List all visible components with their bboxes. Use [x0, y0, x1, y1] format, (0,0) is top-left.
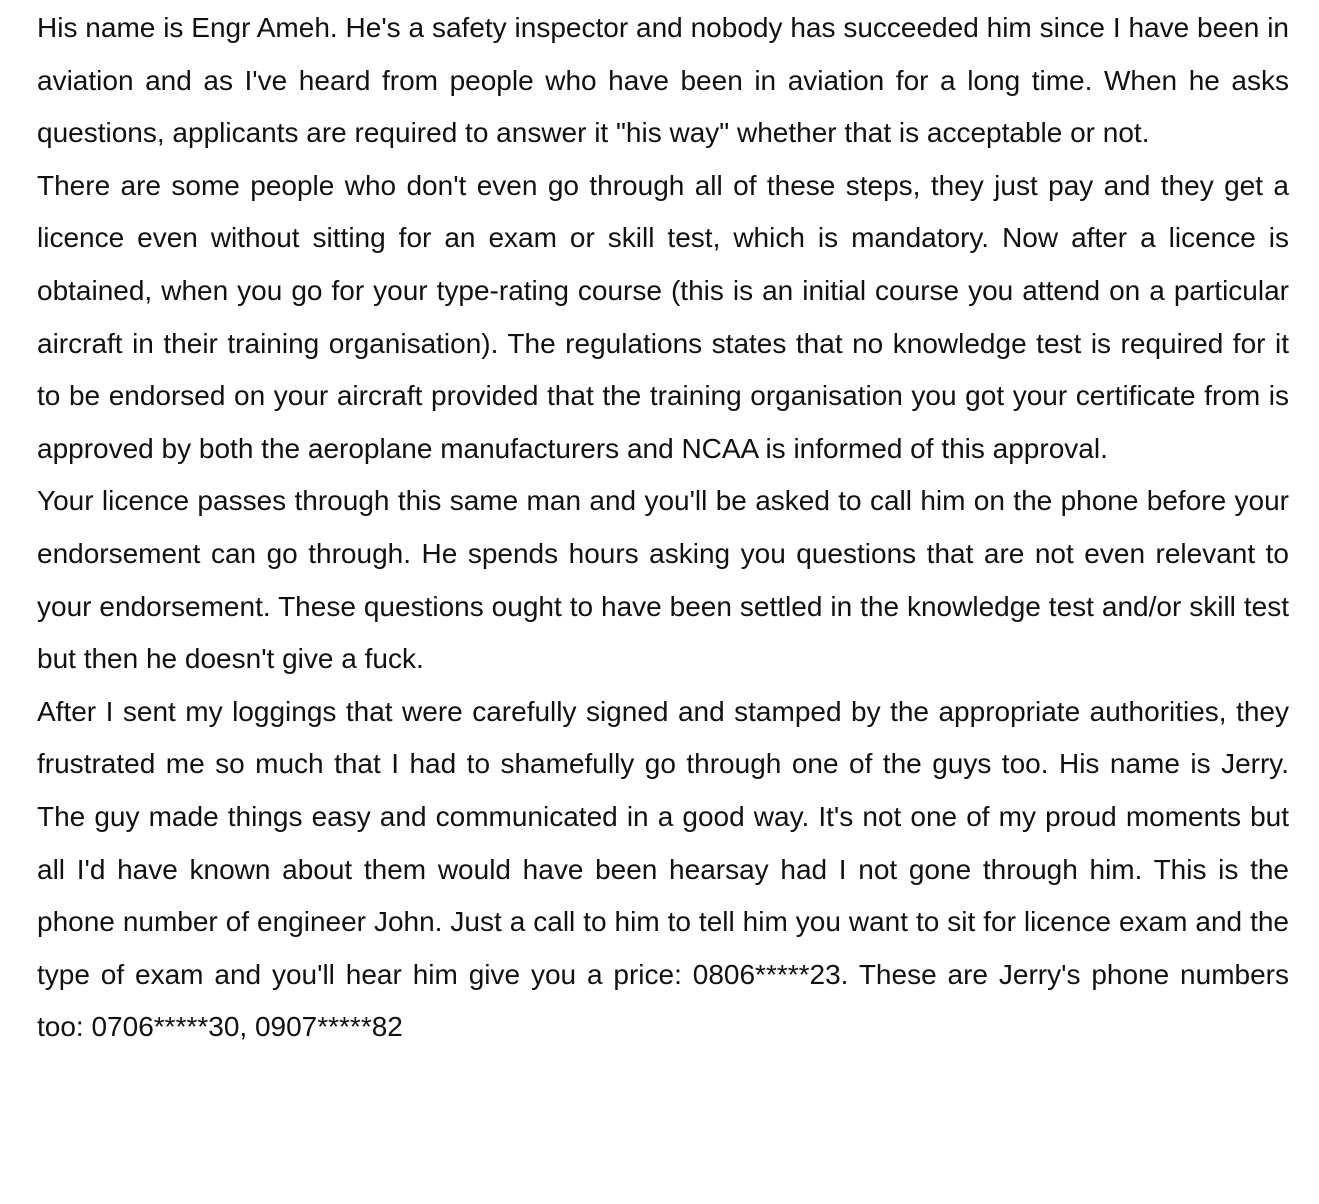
paragraph-engr-ameh: His name is Engr Ameh. He's a safety inspector and nobody has succeeded him since I have been in aviation and as I've heard from people who have been in aviation for a long time. When he asks questions, applicants are required to answer it "his way" whether that is acceptable or not. — [37, 12, 1289, 149]
paragraph-endorsement: Your licence passes through this same man and you'll be asked to call him on the phone before your endorsement can go through. He spends hours asking you questions that are not even relevant to your endorsement. These questions ought to have been settled in the knowledge test and/or skill test but then he doesn't give a fuck. — [37, 485, 1289, 675]
document-body — [37, 2, 1289, 1054]
paragraph-licence-process: There are some people who don't even go through all of these steps, they just pay and they get a licence even without sitting for an exam or skill test, which is mandatory. Now after a licence is obtained, when you go for your type-rating course (this is an initial course you attend on a particular aircraft in their training organisation). The regulations states that no knowledge test is required for it to be endorsed on your aircraft provided that the training organisation you got your certificate from is approved by both the aeroplane manufacturers and NCAA is informed of this approval. — [37, 169, 1289, 464]
paragraph-loggings-contacts: After I sent my loggings that were carefully signed and stamped by the appropriate authorities, they frustrated me so much that I had to shamefully go through one of the guys too. His name is Jerry. The guy made things easy and communicated in a good way. It's not one of my proud moments but all I'd have known about them would have been hearsay had I not gone through him. This is the phone number of engineer John. Just a call to him to tell him you want to sit for licence exam and the type of exam and you'll hear him give you a price: 0806*****23. These are Jerry's phone numbers too: 0706*****30, 0907*****82 — [37, 695, 1289, 1043]
